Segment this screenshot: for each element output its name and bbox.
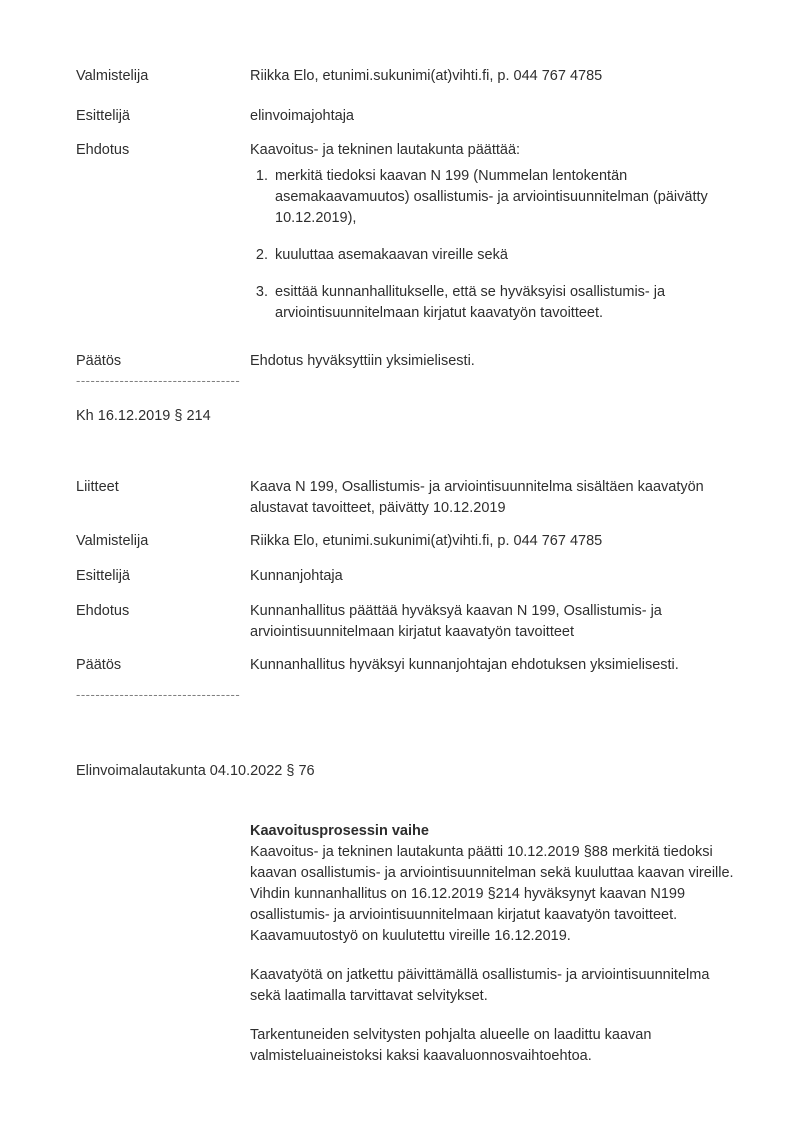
field-label-liitteet: Liitteet <box>76 479 119 495</box>
field-label-ehdotus: Ehdotus <box>76 142 130 158</box>
field-row-ehdotus-1 <box>76 140 734 324</box>
field-label-valmistelija: Valmistelija <box>76 533 149 549</box>
section-heading-elinvoimalautakunta: Elinvoimalautakunta 04.10.2022 § 76 <box>76 763 315 779</box>
field-label-paatos: Päätös <box>76 657 122 673</box>
field-value-valmistelija: Riikka Elo, etunimi.sukunimi(at)vihti.fi, p. 044 767 4785 <box>250 533 603 549</box>
field-value-valmistelija: Riikka Elo, etunimi.sukunimi(at)vihti.fi, p. 044 767 4785 <box>250 68 603 84</box>
field-value-paatos: Kunnanhallitus hyväksyi kunnanjohtajan ehdotuksen yksimielisesti. <box>250 657 679 673</box>
stage-content <box>250 821 734 1067</box>
field-label-ehdotus: Ehdotus <box>76 603 130 619</box>
dashed-separator: ---------------------------------- <box>76 688 241 702</box>
field-label-esittelija: Esittelijä <box>76 568 130 584</box>
field-row-esittelija-1 <box>76 106 734 127</box>
field-value-liitteet: Kaava N 199, Osallistumis- ja arviointisuunnitelma sisältäen kaavatyön alustavat tavoitteet, päivätty 10.12.2019 <box>250 479 704 516</box>
stage-row <box>76 821 734 1067</box>
stage-paragraph: Tarkentuneiden selvitysten pohjalta alueelle on laadittu kaavan valmisteluaineistoksi kaksi kaavaluonnosvaihtoehtoa. <box>250 1027 652 1064</box>
decision-item: 3. esittää kunnanhallitukselle, että se hyväksyisi osallistumis- ja arviointisuunnitelmaan kirjatut kaavatyön tavoitteet. <box>272 282 734 324</box>
field-value-ehdotus: Kunnanhallitus päättää hyväksyä kaavan N 199, Osallistumis- ja arviointisuunnitelmaan kirjatut kaavatyön tavoitteet <box>250 603 662 640</box>
field-row-valmistelija-2 <box>76 531 734 552</box>
field-value-paatos: Ehdotus hyväksyttiin yksimielisesti. <box>250 353 475 369</box>
field-row-valmistelija-1 <box>76 66 734 87</box>
field-label-valmistelija: Valmistelija <box>76 68 149 84</box>
field-label-paatos: Päätös <box>76 353 122 369</box>
field-row-paatos-2 <box>76 655 734 676</box>
dashed-separator: ---------------------------------- <box>76 374 241 388</box>
field-row-paatos-1 <box>76 351 734 372</box>
ehdotus-intro: Kaavoitus- ja tekninen lautakunta päättää: <box>250 142 521 158</box>
field-value-esittelija: Kunnanjohtaja <box>250 568 343 584</box>
field-row-liitteet <box>76 477 734 519</box>
field-value-esittelija: elinvoimajohtaja <box>250 108 354 124</box>
decision-list <box>250 166 734 324</box>
stage-subheading: Kaavoitusprosessin vaihe <box>250 823 429 839</box>
field-value-ehdotus <box>250 140 734 324</box>
section-heading-kh: Kh 16.12.2019 § 214 <box>76 408 211 424</box>
field-label-esittelija: Esittelijä <box>76 108 130 124</box>
field-row-ehdotus-2 <box>76 601 734 643</box>
stage-paragraph: Kaavoitus- ja tekninen lautakunta päätti 10.12.2019 §88 merkitä tiedoksi kaavan osallistumis- ja arviointisuunnitelman sekä kuuluttaa kaavan vireille. Vihdin kunnanhallitus on 16.12.2019 §214 hyväksynyt kaavan N199 osallistumis- ja arviointisuunnitelmaan kirjatut kaavatyön tavoitteet. Kaavamuutostyö on kuulutettu vireille 16.12.2019. <box>250 844 734 944</box>
decision-item: 1. merkitä tiedoksi kaavan N 199 (Nummelan lentokentän asemakaavamuutos) osallistumis- ja arviointisuunnitelman (päivätty 10.12.2019), <box>272 166 734 229</box>
decision-item: 2. kuuluttaa asemakaavan vireille sekä <box>272 245 734 266</box>
field-row-esittelija-2 <box>76 566 734 587</box>
stage-paragraph: Kaavatyötä on jatkettu päivittämällä osallistumis- ja arviointisuunnitelma sekä laatimalla tarvittavat selvitykset. <box>250 967 710 1004</box>
